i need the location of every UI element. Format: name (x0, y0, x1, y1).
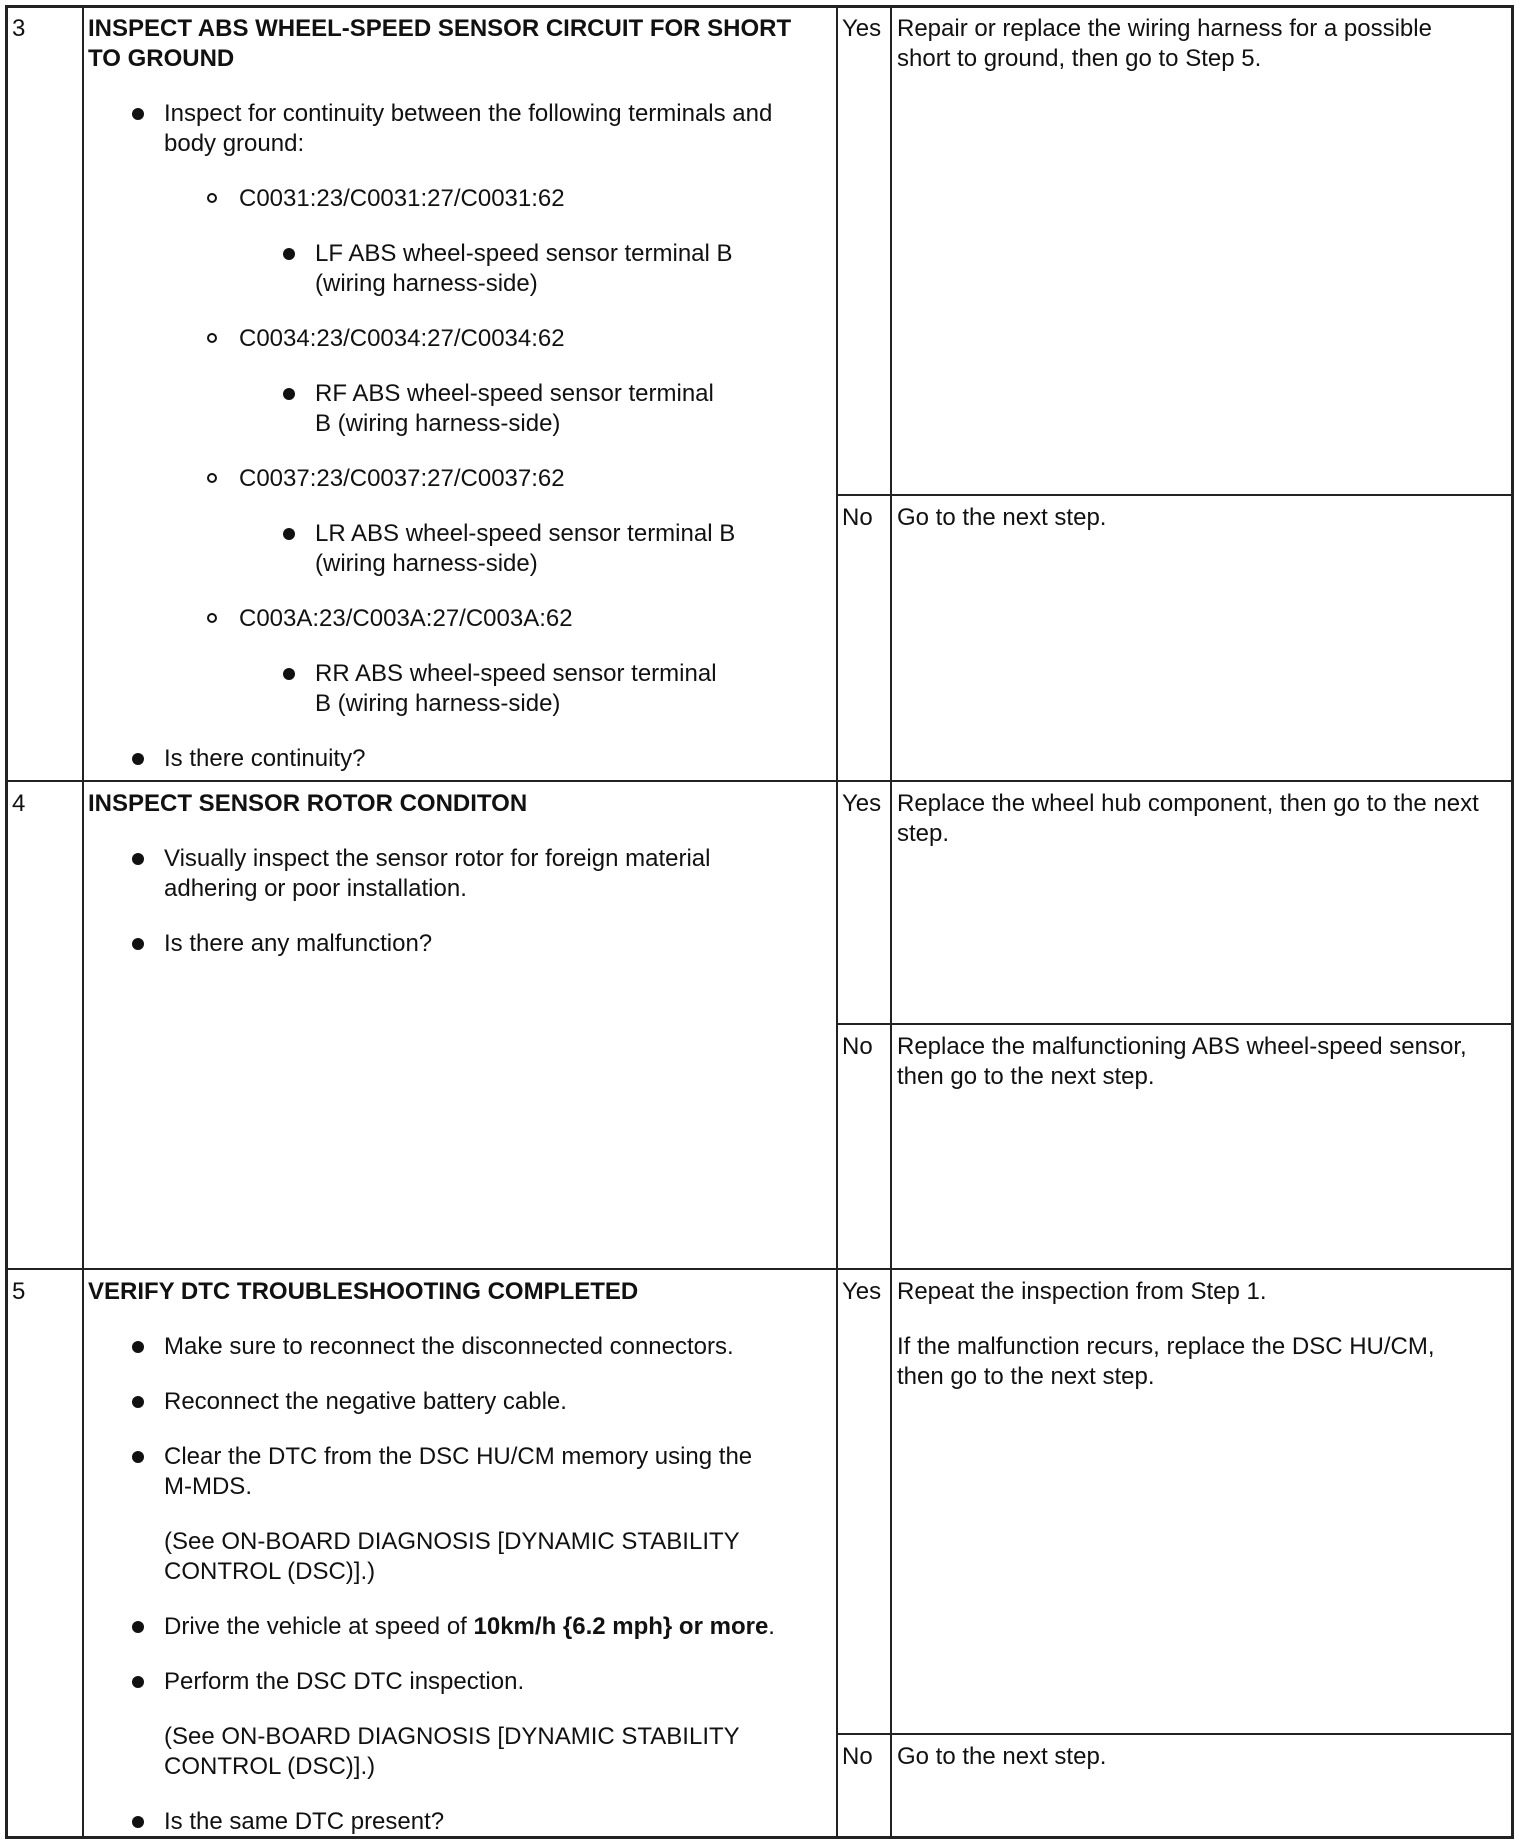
bullet-icon (132, 938, 144, 950)
yes-action: step. (897, 820, 950, 847)
yes-label: Yes (842, 1278, 882, 1305)
terminal-detail: RR ABS wheel-speed sensor terminal (315, 660, 717, 687)
connector-terminal: C003A:23/C003A:27/C003A:62 (239, 605, 573, 632)
no-action: Replace the malfunctioning ABS wheel-speed sensor, (897, 1033, 1467, 1060)
step-number: 4 (12, 790, 26, 817)
yes-action: then go to the next step. (897, 1363, 1155, 1390)
instruction-text: Is there any malfunction? (164, 930, 433, 957)
connector-terminal: C0034:23/C0034:27/C0034:62 (239, 325, 565, 352)
bullet-icon (132, 1676, 144, 1688)
terminal-detail: B (wiring harness-side) (315, 410, 561, 437)
no-label: No (842, 504, 873, 531)
yes-action: Replace the wheel hub component, then go to the next (897, 790, 1479, 817)
instruction-text: Visually inspect the sensor rotor for foreign material (164, 845, 711, 872)
instruction-text: Reconnect the negative battery cable. (164, 1388, 567, 1415)
instruction-text: adhering or poor installation. (164, 875, 467, 902)
no-action: Go to the next step. (897, 1743, 1107, 1770)
column-divider-number (82, 5, 84, 1839)
instruction-text: Perform the DSC DTC inspection. (164, 1668, 525, 1695)
bullet-icon (132, 1621, 144, 1633)
bullet-icon (132, 1396, 144, 1408)
instruction-text: Make sure to reconnect the disconnected connectors. (164, 1333, 734, 1360)
drive-instruction (164, 1612, 775, 1642)
column-divider-result (890, 5, 892, 1839)
sub-bullet-icon (207, 473, 217, 483)
drive-text-end: . (768, 1613, 775, 1640)
instruction-text: Is there continuity? (164, 745, 366, 772)
reference-text: CONTROL (DSC)].) (164, 1753, 376, 1780)
instruction-text: Is the same DTC present? (164, 1808, 445, 1835)
column-divider-action (836, 5, 838, 1839)
step-title-line: TO GROUND (88, 45, 235, 72)
connector-terminal: C0037:23/C0037:27/C0037:62 (239, 465, 565, 492)
terminal-detail: (wiring harness-side) (315, 550, 538, 577)
bullet-icon (132, 1451, 144, 1463)
step-title-line: INSPECT ABS WHEEL-SPEED SENSOR CIRCUIT FOR SHORT (88, 15, 792, 42)
terminal-detail: B (wiring harness-side) (315, 690, 561, 717)
reference-text: CONTROL (DSC)].) (164, 1558, 376, 1585)
yes-action: Repair or replace the wiring harness for a possible (897, 15, 1432, 42)
instruction-text: Clear the DTC from the DSC HU/CM memory using the (164, 1443, 753, 1470)
sub-bullet-icon (207, 193, 217, 203)
row-divider-step-5 (5, 1268, 1514, 1270)
yes-action: short to ground, then go to Step 5. (897, 45, 1262, 72)
bullet-icon (283, 528, 295, 540)
step-title: INSPECT SENSOR ROTOR CONDITON (88, 790, 528, 817)
sub-bullet-icon (207, 333, 217, 343)
instruction-text: M-MDS. (164, 1473, 252, 1500)
step-title: VERIFY DTC TROUBLESHOOTING COMPLETED (88, 1278, 639, 1305)
table-border-left (5, 5, 8, 1839)
bullet-icon (132, 853, 144, 865)
result-divider-step-4 (836, 1023, 1514, 1025)
bullet-icon (132, 1341, 144, 1353)
no-action: then go to the next step. (897, 1063, 1155, 1090)
instruction-text: body ground: (164, 130, 305, 157)
reference-text: (See ON-BOARD DIAGNOSIS [DYNAMIC STABILITY (164, 1528, 740, 1555)
terminal-detail: LR ABS wheel-speed sensor terminal B (315, 520, 736, 547)
bullet-icon (132, 108, 144, 120)
step-number: 5 (12, 1278, 26, 1305)
bullet-icon (132, 753, 144, 765)
terminal-detail: RF ABS wheel-speed sensor terminal (315, 380, 714, 407)
bullet-icon (283, 668, 295, 680)
yes-action: If the malfunction recurs, replace the DSC HU/CM, (897, 1333, 1435, 1360)
bullet-icon (283, 388, 295, 400)
step-number: 3 (12, 15, 26, 42)
result-divider-step-3 (836, 494, 1514, 496)
drive-speed: 10km/h {6.2 mph} or more (473, 1613, 769, 1640)
bullet-icon (283, 248, 295, 260)
terminal-detail: LF ABS wheel-speed sensor terminal B (315, 240, 733, 267)
yes-label: Yes (842, 790, 882, 817)
row-divider-step-4 (5, 780, 1514, 782)
sub-bullet-icon (207, 613, 217, 623)
bullet-icon (132, 1816, 144, 1828)
table-border-right (1511, 5, 1514, 1839)
connector-terminal: C0031:23/C0031:27/C0031:62 (239, 185, 565, 212)
reference-text: (See ON-BOARD DIAGNOSIS [DYNAMIC STABILITY (164, 1723, 740, 1750)
table-border-top (5, 5, 1514, 8)
terminal-detail: (wiring harness-side) (315, 270, 538, 297)
instruction-text: Inspect for continuity between the following terminals and (164, 100, 773, 127)
yes-label: Yes (842, 15, 882, 42)
no-label: No (842, 1743, 873, 1770)
result-divider-step-5 (836, 1733, 1514, 1735)
drive-text: Drive the vehicle at speed of (164, 1613, 474, 1640)
no-label: No (842, 1033, 873, 1060)
no-action: Go to the next step. (897, 504, 1107, 531)
yes-action: Repeat the inspection from Step 1. (897, 1278, 1267, 1305)
